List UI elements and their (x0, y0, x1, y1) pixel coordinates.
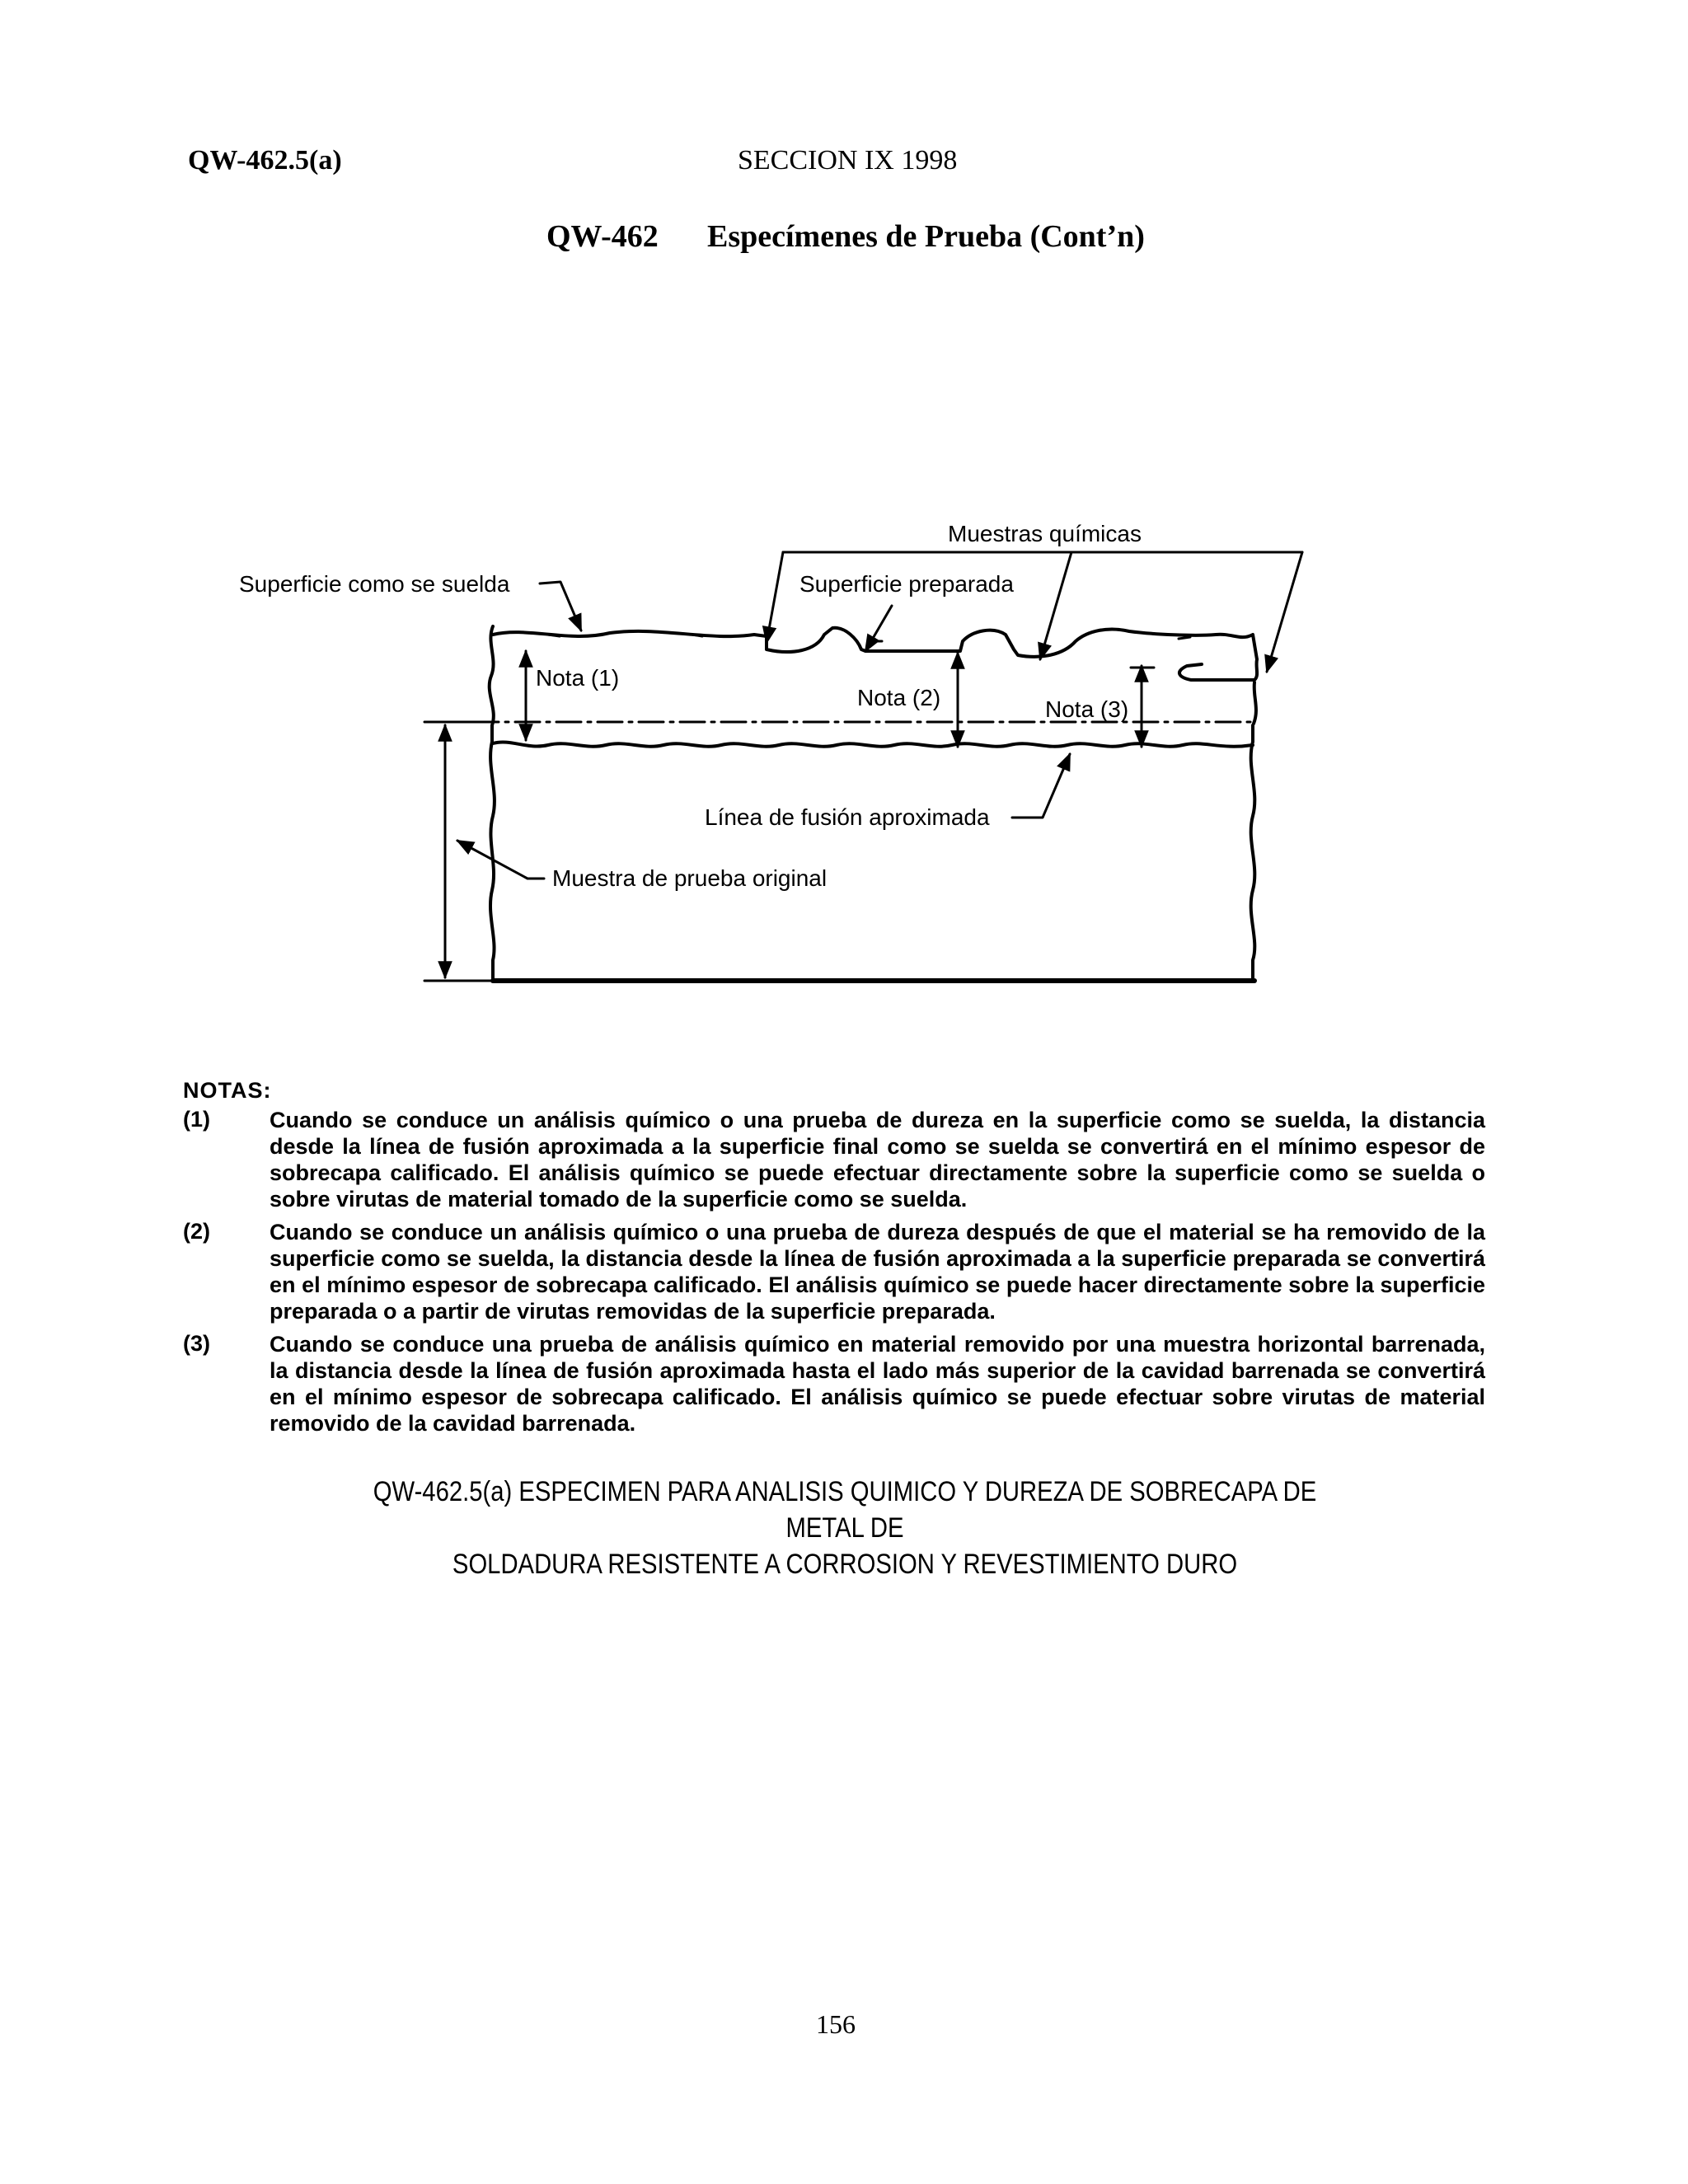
page-number: 156 (816, 2009, 856, 2039)
note-item (183, 1219, 1485, 1324)
label-chemical-samples: Muestras químicas (948, 521, 1142, 546)
note-number: (2) (183, 1219, 210, 1244)
label-prepared-surface: Superficie preparada (799, 571, 1014, 597)
subsection-title: Especímenes de Prueba (Cont’n) (707, 219, 1145, 254)
note-number: (3) (183, 1331, 210, 1356)
note-item (183, 1107, 1485, 1212)
overlay-specimen-figure (0, 0, 1688, 1038)
section-title: SECCION IX 1998 (738, 145, 958, 176)
label-as-welded-surface: Superficie como se suelda (239, 571, 510, 597)
note-text: Cuando se conduce un análisis químico o una prueba de dureza después de que el material se ha removido de la superficie como se suelda, la distancia desde la línea de fusión aproximada a la superficie preparada se convertirá en el mínimo espesor de sobrecapa calificado. El análisis químico se puede hacer directamente sobre la superficie preparada o a partir de virutas removidas de la superficie preparada. (270, 1220, 1485, 1324)
note-text: Cuando se conduce una prueba de análisis químico en material removido por una muestra horizontal barrenada, la distancia desde la línea de fusión aproximada hasta el lado más superior de la cavidad barrenada se convertirá en el mínimo espesor de sobrecapa calificado. El análisis químico se puede efectuar sobre virutas de material removido de la cavidad barrenada. (270, 1332, 1485, 1436)
drilled-cavity (1179, 659, 1257, 680)
note-item (183, 1331, 1485, 1436)
note-number: (1) (183, 1107, 210, 1132)
notes-section (183, 1078, 1485, 1443)
note-text: Cuando se conduce un análisis químico o una prueba de dureza en la superficie como se suelda, la distancia desde la línea de fusión aproximada a la superficie final como se suelda se convertirá en el mínimo espesor de sobrecapa calificado. El análisis químico se puede efectuar directamente sobre la superficie como se suelda o sobre virutas de material tomado de la superficie como se suelda. (270, 1108, 1485, 1212)
fusion-line (493, 742, 1253, 746)
label-note1: Nota (1) (536, 665, 620, 691)
section-code: QW-462.5(a) (188, 145, 342, 176)
figure-caption (331, 1474, 1359, 1582)
label-note2: Nota (2) (857, 685, 941, 710)
subsection-code: QW-462 (546, 219, 659, 254)
notes-heading: NOTAS: (183, 1078, 272, 1103)
label-note3: Nota (3) (1045, 696, 1129, 722)
label-fusion-line: Línea de fusión aproximada (705, 804, 990, 830)
caption-line-2: SOLDADURA RESISTENTE A CORROSION Y REVESTIMIENTO DURO (452, 1549, 1238, 1580)
caption-line-1: QW-462.5(a) ESPECIMEN PARA ANALISIS QUIMICO Y DUREZA DE SOBRECAPA DE METAL DE (373, 1476, 1317, 1544)
label-original-specimen: Muestra de prueba original (552, 865, 828, 891)
